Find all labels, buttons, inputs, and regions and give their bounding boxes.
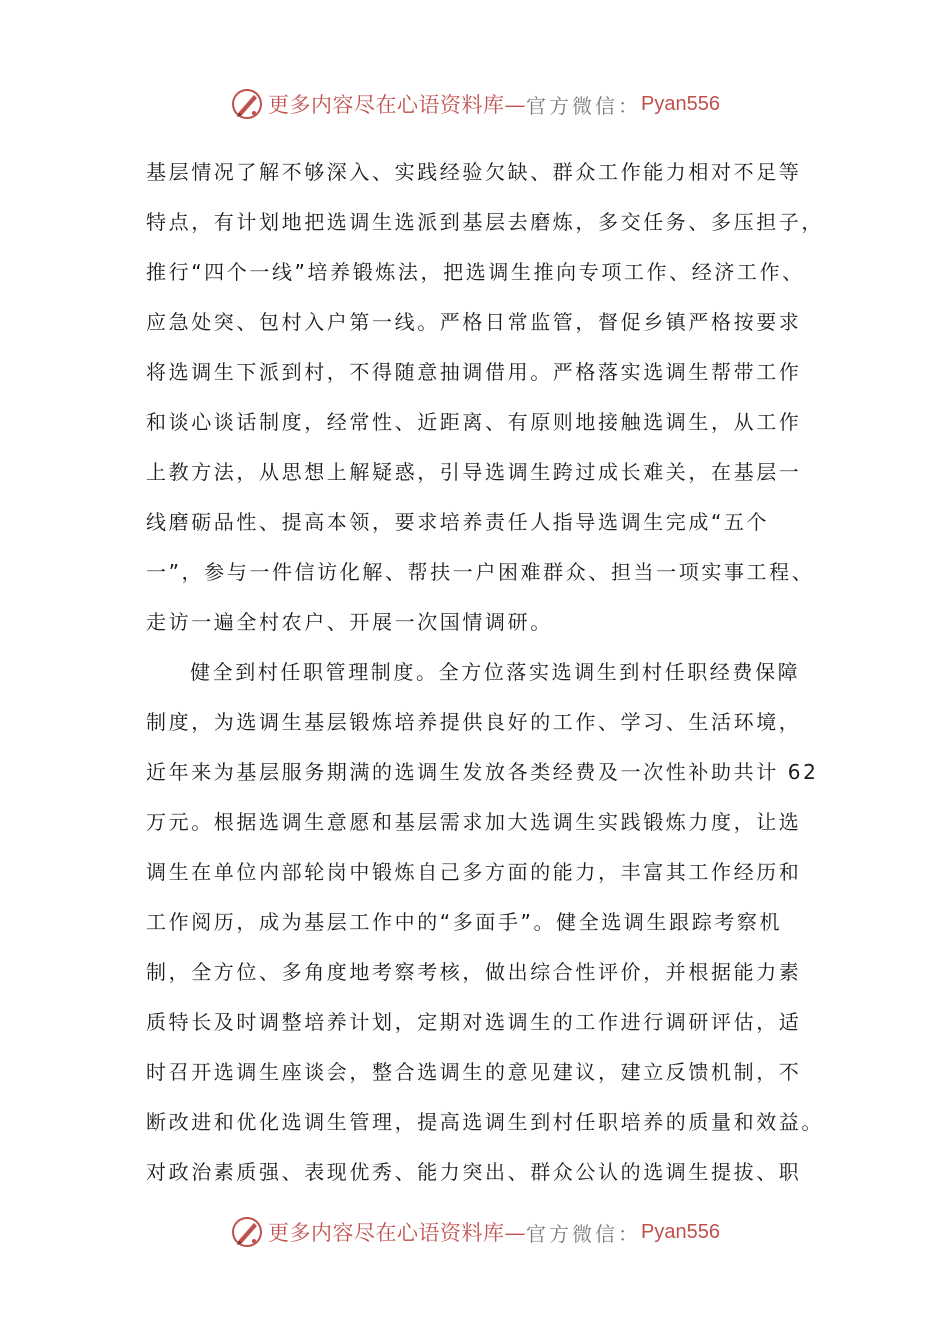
header-wechat-id: Pyan556 <box>641 92 720 115</box>
paragraph-line: 和谈心谈话制度，经常性、近距离、有原则地接触选调生，从工作 <box>146 410 802 434</box>
paragraph-line: 质特长及时调整培养计划，定期对选调生的工作进行调研评估，适 <box>146 1010 802 1034</box>
paragraph-line: 制度，为选调生基层锻炼培养提供良好的工作、学习、生活环境， <box>146 710 802 734</box>
pen-logo-icon <box>230 1215 264 1249</box>
document-body <box>146 147 836 1197</box>
paragraph-line: 近年来为基层服务期满的选调生发放各类经费及一次性补助共计 62 <box>146 760 819 784</box>
footer-wechat-id: Pyan556 <box>641 1220 720 1243</box>
paragraph-line: 特点，有计划地把选调生选派到基层去磨炼，多交任务、多压担子， <box>146 210 824 234</box>
paragraph-line: 线磨砺品性、提高本领，要求培养责任人指导选调生完成“五个 <box>146 510 770 534</box>
paragraph-line: 应急处突、包村入户第一线。严格日常监管，督促乡镇严格按要求 <box>146 310 802 334</box>
paragraph-line: 时召开选调生座谈会，整合选调生的意见建议，建立反馈机制，不 <box>146 1060 802 1084</box>
paragraph-line: 上教方法，从思想上解疑惑，引导选调生跨过成长难关，在基层一 <box>146 460 802 484</box>
header-brand-text: 更多内容尽在心语资料库— <box>268 93 527 117</box>
footer-wechat-label: 官方微信： <box>526 1221 642 1246</box>
paragraph-line: 推行“四个一线”培养锻炼法，把选调生推向专项工作、经济工作、 <box>146 260 805 284</box>
paragraph-line: 基层情况了解不够深入、实践经验欠缺、群众工作能力相对不足等 <box>146 160 802 184</box>
paragraph-line: 一”，参与一件信访化解、帮扶一户困难群众、担当一项实事工程、 <box>146 560 815 584</box>
paragraph-line: 对政治素质强、表现优秀、能力突出、群众公认的选调生提拔、职 <box>146 1160 802 1184</box>
header-watermark <box>0 84 950 124</box>
footer-brand-text: 更多内容尽在心语资料库— <box>268 1221 527 1245</box>
paragraph-line: 健全到村任职管理制度。全方位落实选调生到村任职经费保障 <box>190 660 801 684</box>
paragraph-line: 万元。根据选调生意愿和基层需求加大选调生实践锻炼力度，让选 <box>146 810 802 834</box>
paragraph-line: 制，全方位、多角度地考察考核，做出综合性评价，并根据能力素 <box>146 960 802 984</box>
pen-logo-icon <box>230 87 264 121</box>
paragraph-line: 调生在单位内部轮岗中锻炼自己多方面的能力，丰富其工作经历和 <box>146 860 802 884</box>
header-wechat-label: 官方微信： <box>526 93 642 118</box>
footer-watermark <box>0 1212 950 1252</box>
paragraph-line: 断改进和优化选调生管理，提高选调生到村任职培养的质量和效益。 <box>146 1110 824 1134</box>
paragraph-line: 工作阅历，成为基层工作中的“多面手”。健全选调生跟踪考察机 <box>146 910 783 934</box>
paragraph-line: 将选调生下派到村，不得随意抽调借用。严格落实选调生帮带工作 <box>146 360 802 384</box>
paragraph-line: 走访一遍全村农户、开展一次国情调研。 <box>146 610 553 634</box>
